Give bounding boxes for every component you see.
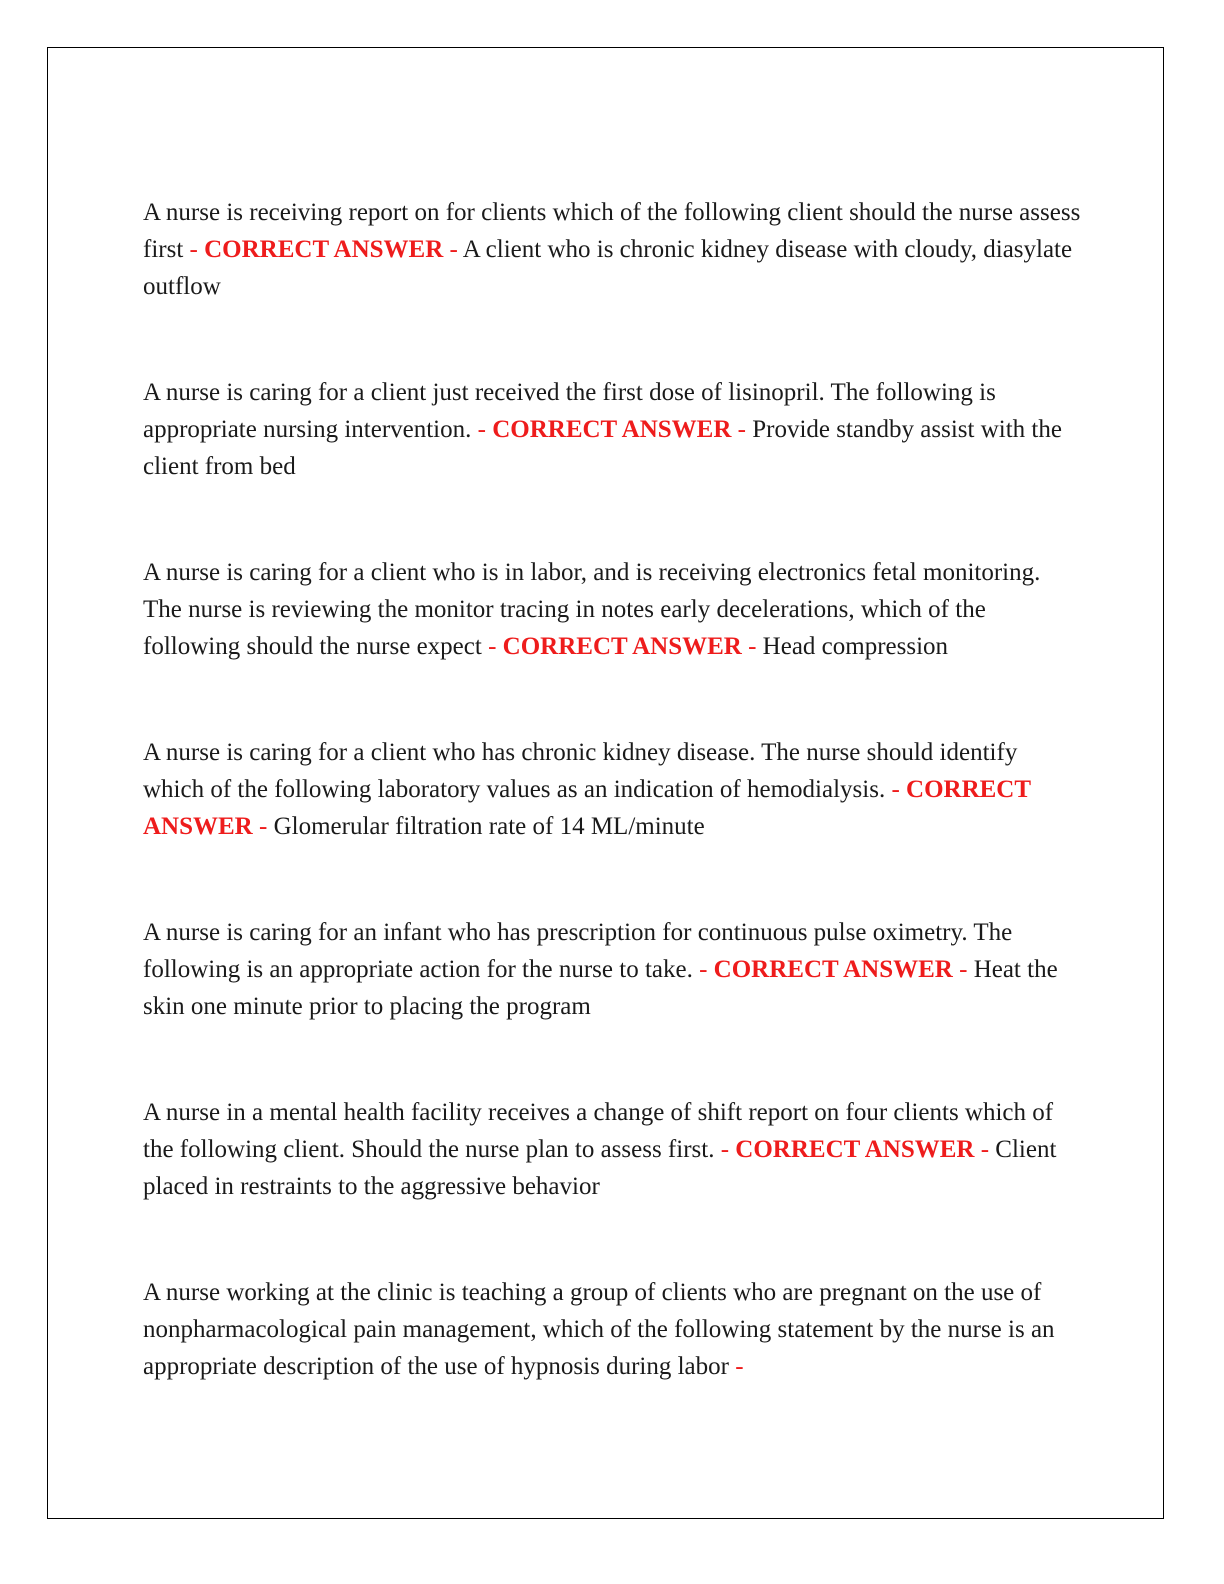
correct-answer-label: CORRECT ANSWER xyxy=(143,776,1031,840)
answer-text: Heat the skin one minute prior to placing the program xyxy=(143,956,1058,1020)
correct-answer-label: CORRECT ANSWER xyxy=(735,1136,975,1163)
qa-item xyxy=(143,1094,1083,1205)
question-text: A nurse working at the clinic is teaching a group of clients who are pregnant on the use of nonpharmacological pain management, which of the following statement by the nurse is an appropriate description of the use of hypnosis during labor xyxy=(143,1279,1055,1380)
qa-item xyxy=(143,194,1083,305)
qa-item xyxy=(143,374,1083,485)
question-text: A nurse is caring for a client who is in labor, and is receiving electronics fetal monitoring. The nurse is reviewing the monitor tracing in notes early decelerations, which of the following should the nurse expect xyxy=(143,559,1041,660)
qa-item xyxy=(143,734,1083,845)
answer-text: A client who is chronic kidney disease with cloudy, diasylate outflow xyxy=(143,236,1073,300)
correct-answer-label: CORRECT ANSWER xyxy=(492,416,732,443)
answer-text: Head compression xyxy=(762,633,949,660)
correct-answer-marker: - CORRECT ANSWER - xyxy=(481,633,763,660)
correct-answer-marker: - CORRECT ANSWER - xyxy=(692,956,974,983)
correct-answer-marker: - CORRECT ANSWER - xyxy=(143,776,1031,840)
question-text: A nurse is caring for an infant who has prescription for continuous pulse oximetry. The following is an appropriate action for the nurse to take. xyxy=(143,919,1013,983)
qa-item xyxy=(143,554,1083,665)
question-text: A nurse is caring for a client just received the first dose of lisinopril. The following is appropriate nursing intervention. xyxy=(143,379,996,443)
correct-answer-marker: - CORRECT ANSWER - xyxy=(471,416,753,443)
answer-text: Provide standby assist with the client from bed xyxy=(143,416,1062,480)
question-text: A nurse is caring for a client who has chronic kidney disease. The nurse should identify which of the following laboratory values as an indication of hemodialysis. xyxy=(143,739,1018,803)
question-text: A nurse in a mental health facility receives a change of shift report on four clients which of the following client. Should the nurse plan to assess first. xyxy=(143,1099,1054,1163)
answer-text: Glomerular filtration rate of 14 ML/minute xyxy=(273,813,705,840)
qa-item xyxy=(143,914,1083,1025)
trailing-answer-marker: - xyxy=(728,1353,744,1380)
question-text: A nurse is receiving report on for clients which of the following client should the nurse assess first xyxy=(143,199,1081,263)
answer-text: Client placed in restraints to the aggressive behavior xyxy=(143,1136,1057,1200)
correct-answer-label: CORRECT ANSWER xyxy=(204,236,444,263)
qa-item xyxy=(143,1274,1083,1385)
correct-answer-label: CORRECT ANSWER xyxy=(502,633,742,660)
correct-answer-label: CORRECT ANSWER xyxy=(713,956,953,983)
correct-answer-marker: - CORRECT ANSWER - xyxy=(183,236,463,263)
qa-list xyxy=(143,194,1083,1385)
correct-answer-marker: - CORRECT ANSWER - xyxy=(714,1136,996,1163)
